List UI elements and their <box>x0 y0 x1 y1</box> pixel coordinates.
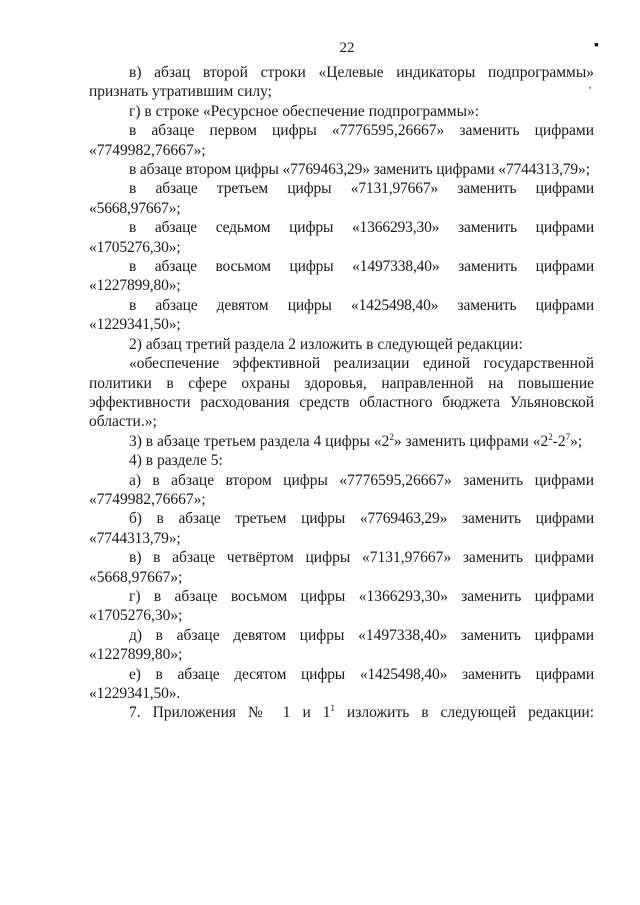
paragraph: в абзаце первом цифры «7776595,26667» заменить цифрами «7749982,76667»; <box>89 122 594 159</box>
paragraph: 2) абзац третий раздела 2 изложить в следующей редакции: <box>129 335 523 353</box>
scan-mark: ' <box>589 83 592 97</box>
paragraph: в абзаце девятом цифры «1425498,40» заменить цифрами «1229341,50»; <box>89 296 594 334</box>
paragraph: в) в абзаце четвёртом цифры «7131,97667» заменить цифрами «5668,97667»; <box>89 549 594 586</box>
paragraph: в абзаце восьмом цифры «1497338,40» заменить цифрами «1227899,80»; <box>89 258 594 295</box>
scan-mark: ▪ <box>594 38 599 53</box>
paragraph: 4) в разделе 5: <box>129 452 223 470</box>
paragraph: в абзаце третьем цифры «7131,97667» заменить цифрами «5668,97667»; <box>89 180 594 217</box>
paragraph: 7. Приложения № 1 и $1^1$ изложить в следующей редакции: <box>129 703 594 722</box>
paragraph: 3) в абзаце третьем раздела 4 цифры «$2^2$» заменить цифрами «$2^2-2^7$»; <box>129 431 583 450</box>
paragraph: е) в абзаце десятом цифры «1425498,40» заменить цифрами «1229341,50». <box>89 665 594 702</box>
paragraph: в) абзац второй строки «Целевые индикаторы подпрограммы» признать утратившим силу; <box>89 64 594 101</box>
paragraph: д) в абзаце девятом цифры «1497338,40» заменить цифрами «1227899,80»; <box>89 626 594 664</box>
page-number: 22 <box>339 40 355 56</box>
paragraph: в абзаце втором цифры «7769463,29» заменить цифрами «7744313,79»; <box>129 161 590 179</box>
paragraph: «обеспечение эффективной реализации единой государственной политики в сфере охраны здоровья, направленной на повышение эффективности расходования средств областного бюджета Ульяновской области.»; <box>89 355 594 431</box>
paragraph: г) в абзаце восьмом цифры «1366293,30» заменить цифрами «1705276,30»; <box>89 587 594 625</box>
paragraph: г) в строке «Ресурсное обеспечение подпрограммы»: <box>129 102 480 120</box>
document-body <box>89 63 594 723</box>
paragraph: в абзаце седьмом цифры «1366293,30» заменить цифрами «1705276,30»; <box>89 219 594 256</box>
paragraph: а) в абзаце втором цифры «7776595,26667» заменить цифрами «7749982,76667»; <box>89 471 594 508</box>
paragraph: б) в абзаце третьем цифры «7769463,29» заменить цифрами «7744313,79»; <box>89 510 594 547</box>
